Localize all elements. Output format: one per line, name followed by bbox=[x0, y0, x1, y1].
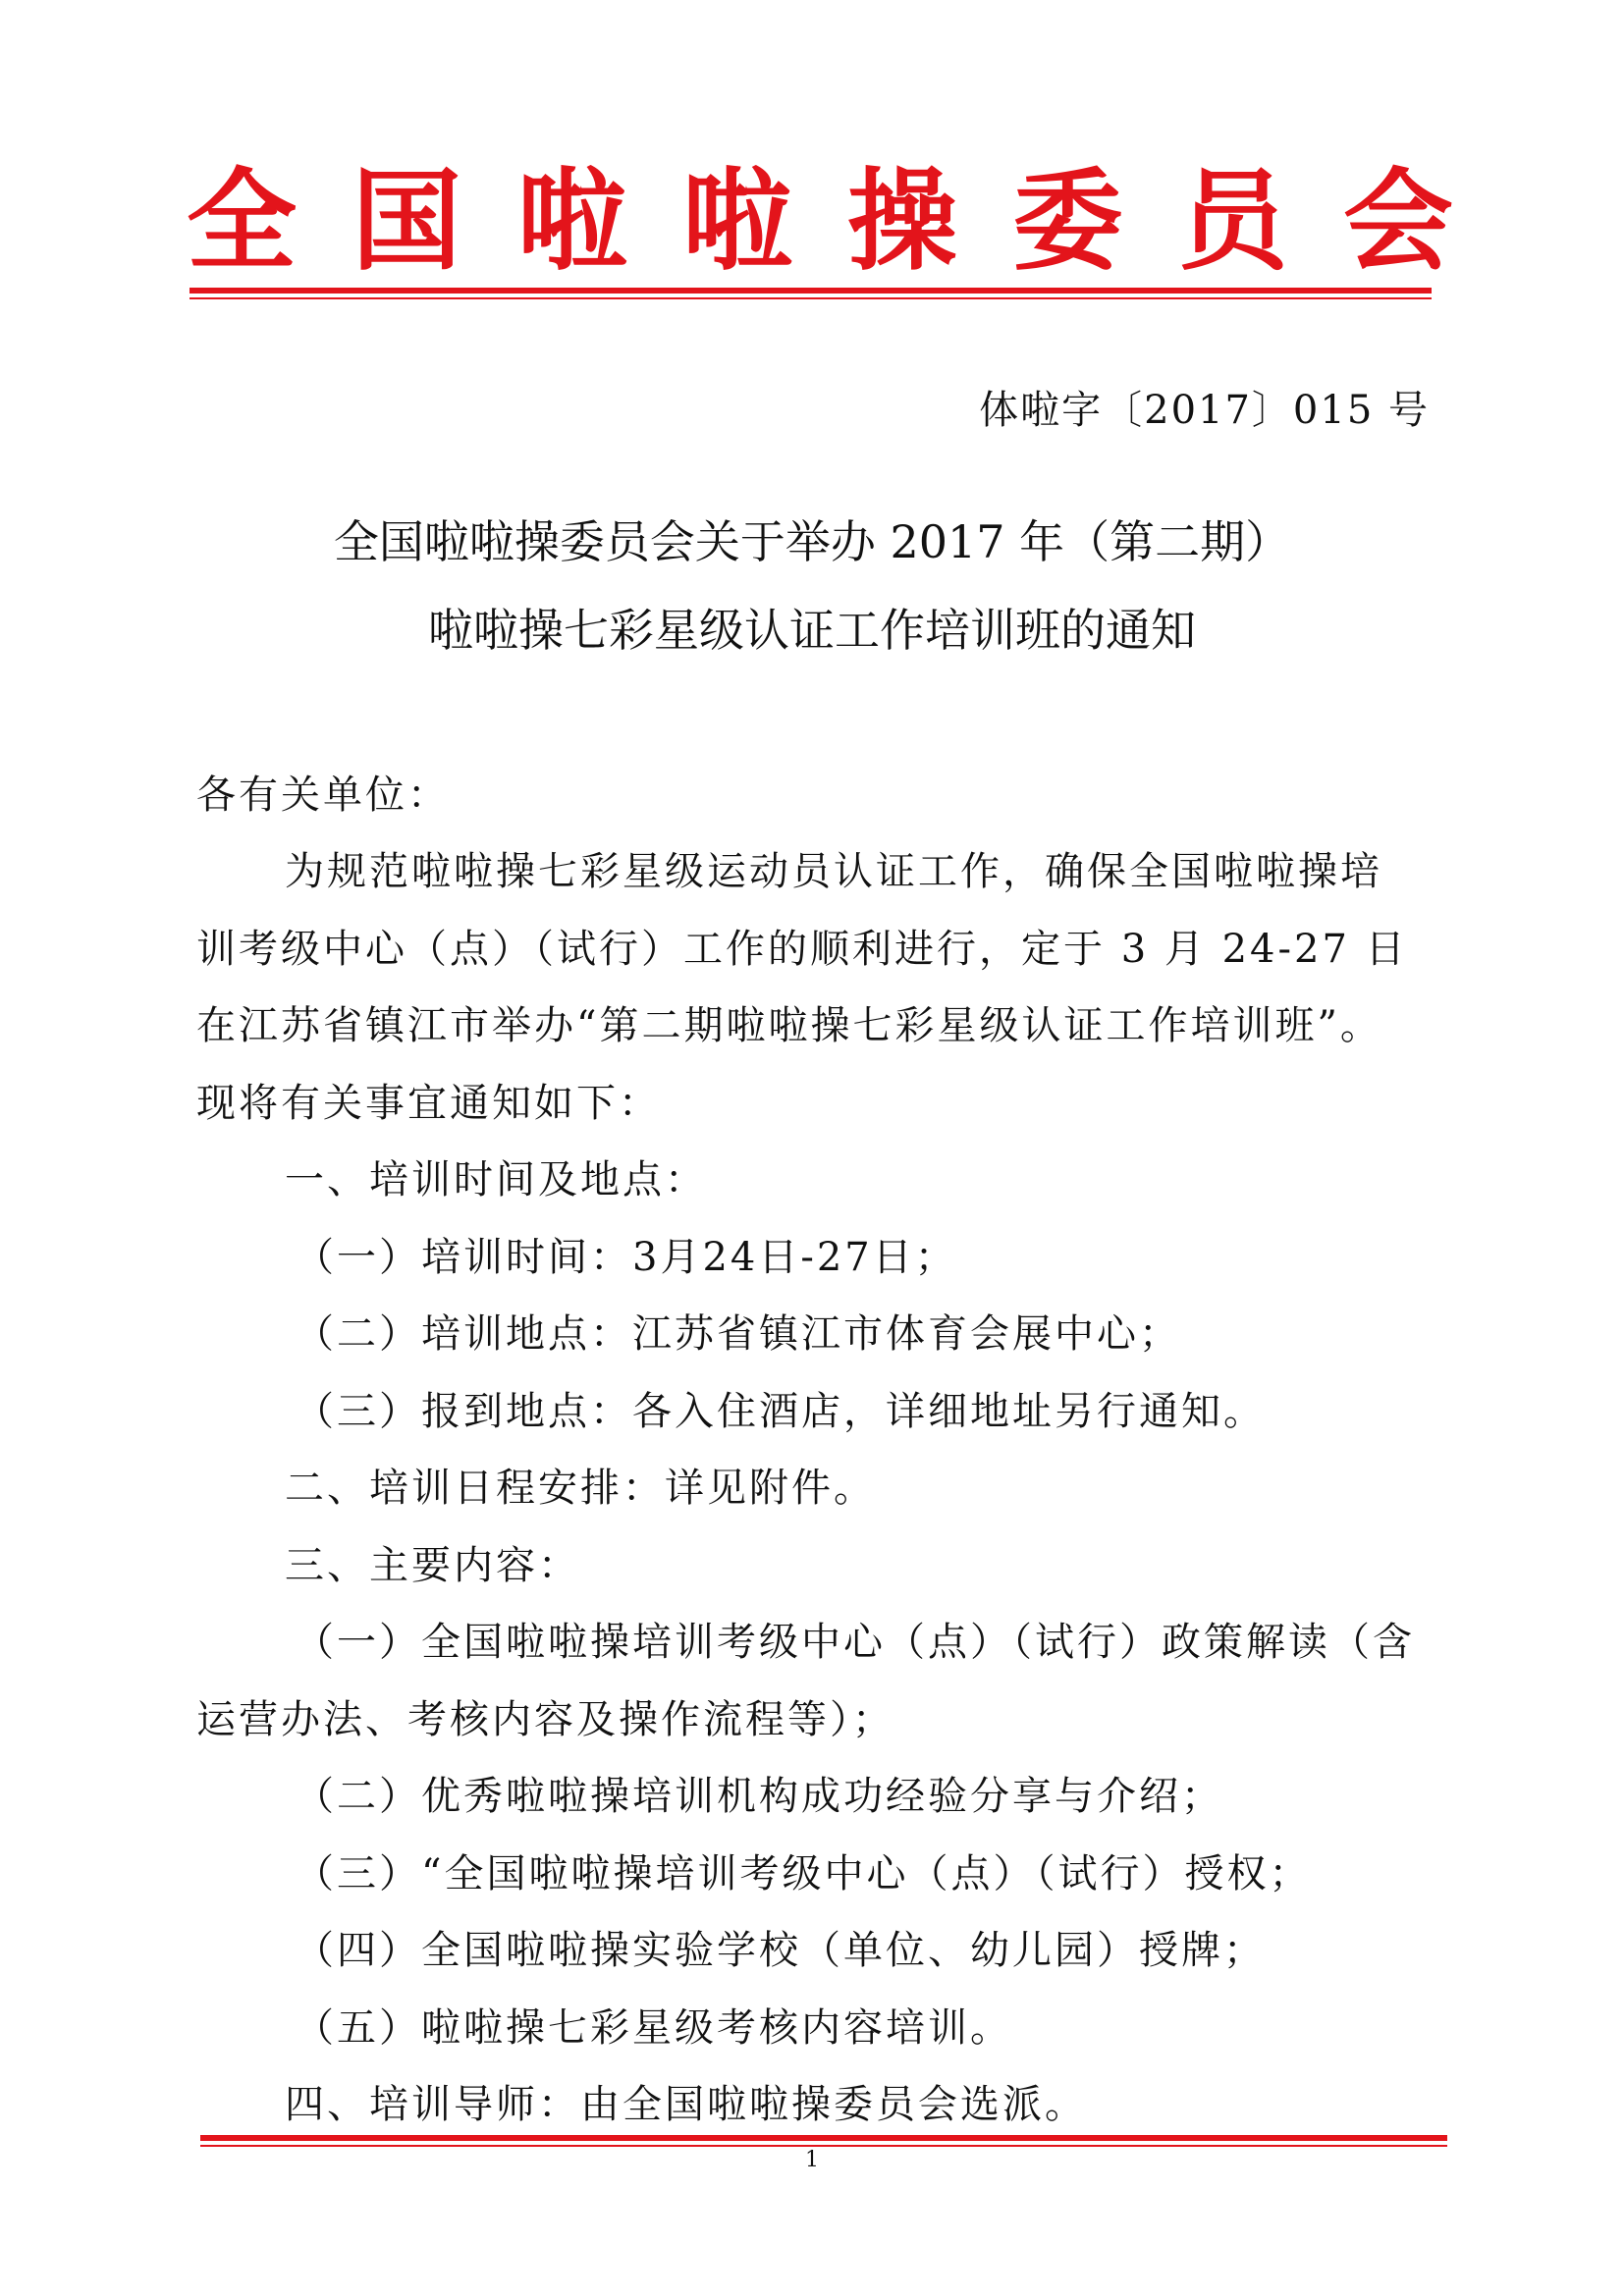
salutation: 各有关单位： bbox=[196, 773, 450, 818]
document-number: 体啦字〔2017〕015 号 bbox=[979, 388, 1430, 433]
section-2-heading: 二、培训日程安排：详见附件。 bbox=[285, 1466, 876, 1511]
intro-line: 为规范啦啦操七彩星级运动员认证工作，确保全国啦啦操培 bbox=[285, 849, 1382, 894]
section-1-heading: 一、培训时间及地点： bbox=[285, 1157, 707, 1202]
intro-line: 在江苏省镇江市举办“第二期啦啦操七彩星级认证工作培训班”。 bbox=[196, 1003, 1382, 1048]
section-3-item: （四）全国啦啦操实验学校（单位、幼儿园）授牌； bbox=[295, 1928, 1266, 1973]
letterhead-char: 委 bbox=[1012, 157, 1123, 286]
letterhead-rule-thick bbox=[189, 288, 1432, 294]
section-3-item-continuation: 运营办法、考核内容及操作流程等）； bbox=[196, 1697, 894, 1742]
intro-line: 现将有关事宜通知如下： bbox=[196, 1081, 661, 1126]
section-3-item: （三）“全国啦啦操培训考级中心（点）（试行）授权； bbox=[295, 1851, 1312, 1896]
letterhead-rule-thin bbox=[189, 297, 1432, 299]
section-1-item: （一）培训时间：3月24日-27日； bbox=[295, 1235, 957, 1280]
intro-line: 训考级中心（点）（试行）工作的顺利进行，定于 3 月 24-27 日 bbox=[196, 927, 1408, 972]
section-1-item: （三）报到地点：各入住酒店，详细地址另行通知。 bbox=[295, 1389, 1266, 1434]
section-3-item: （二）优秀啦啦操培训机构成功经验分享与介绍； bbox=[295, 1774, 1223, 1819]
letterhead-char: 全 bbox=[187, 157, 297, 286]
section-3-item: （一）全国啦啦操培训考级中心（点）（试行）政策解读（含 bbox=[295, 1620, 1415, 1665]
footer-rule-thick bbox=[200, 2135, 1447, 2141]
letterhead-char: 操 bbox=[847, 157, 958, 286]
letterhead-char: 会 bbox=[1342, 157, 1453, 286]
letterhead-char: 啦 bbox=[516, 157, 627, 286]
section-1-item: （二）培训地点：江苏省镇江市体育会展中心； bbox=[295, 1311, 1181, 1357]
section-4-heading: 四、培训导师：由全国啦啦操委员会选派。 bbox=[285, 2082, 1087, 2127]
footer-rule-thin bbox=[200, 2145, 1447, 2147]
letterhead-char: 员 bbox=[1177, 157, 1288, 286]
letterhead-char: 啦 bbox=[681, 157, 792, 286]
section-3-heading: 三、主要内容： bbox=[285, 1543, 580, 1588]
page-number: 1 bbox=[805, 2148, 819, 2172]
letterhead-title bbox=[187, 157, 1453, 286]
document-title-line-1: 全国啦啦操委员会关于举办 2017 年（第二期） bbox=[333, 515, 1291, 568]
section-3-item: （五）啦啦操七彩星级考核内容培训。 bbox=[295, 2005, 1012, 2051]
document-title-line-2: 啦啦操七彩星级认证工作培训班的通知 bbox=[428, 604, 1196, 657]
letterhead-char: 国 bbox=[352, 157, 462, 286]
